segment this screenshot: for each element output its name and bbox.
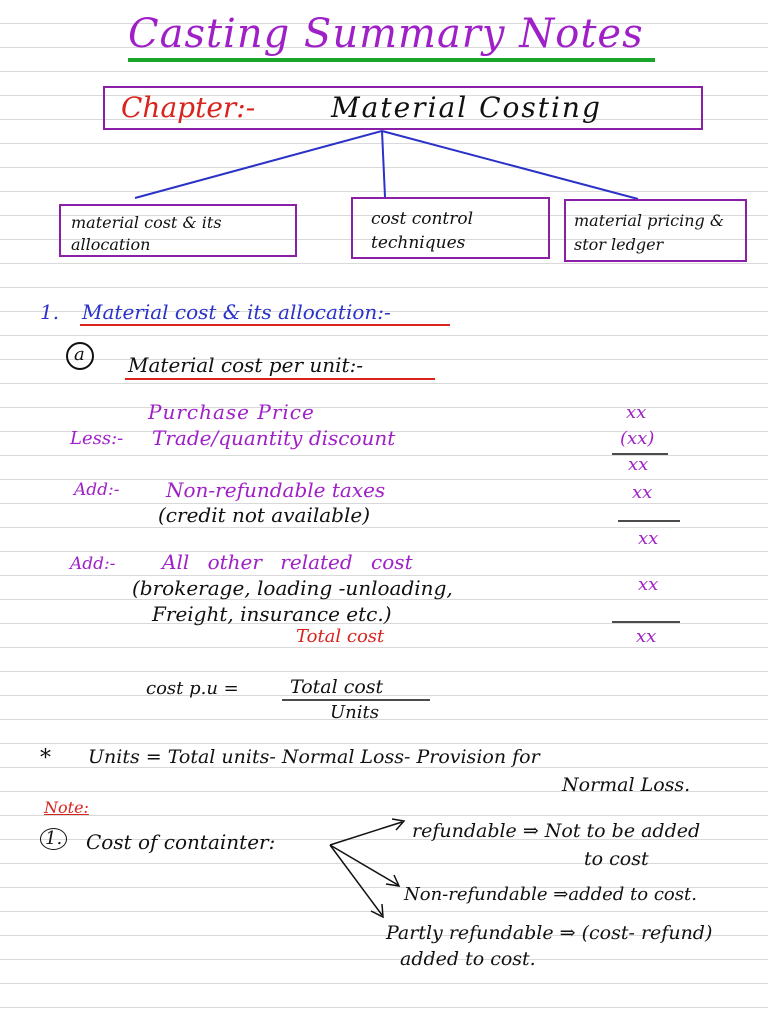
chapter-label: Chapter:- [121, 91, 256, 124]
trade-discount: Trade/quantity discount [152, 426, 396, 450]
other-cost: All other related cost [162, 550, 413, 574]
less-label: Less:- [70, 428, 124, 449]
amount-subtotal-1: xx [628, 454, 649, 475]
amount-purchase: xx [626, 402, 647, 423]
nonref-taxes: Non-refundable taxes [166, 478, 386, 502]
amount-subtotal-2: xx [638, 528, 659, 549]
connector-right [382, 131, 638, 199]
branch-label-3: material pricing & stor ledger [574, 211, 725, 254]
branch-box-3 [564, 199, 747, 262]
units-text: Units = Total units- Normal Loss- Provision for [88, 746, 540, 768]
branch-box-1 [59, 204, 297, 257]
formula-lhs: cost p.u = [146, 678, 239, 699]
branch-label-1: material cost & its allocation [71, 213, 222, 254]
amount-discount: (xx) [620, 428, 655, 449]
amount-taxes: xx [632, 482, 653, 503]
amount-total: xx [636, 626, 657, 647]
chapter-name: Material Costing [331, 91, 602, 124]
formula-numerator: Total cost [290, 676, 384, 698]
units-star: * [40, 746, 51, 771]
page-title: Casting Summary Notes [128, 11, 644, 57]
note-refundable-2: to cost [584, 848, 649, 870]
credit-note: (credit not available) [158, 503, 371, 527]
arrow-nonrefundable [330, 845, 398, 885]
section-heading: Material cost & its allocation:- [82, 300, 391, 324]
note-item-number: 1. [40, 828, 67, 850]
note-partly: Partly refundable ⇒ (cost- refund) [386, 922, 713, 944]
connector-middle [382, 131, 385, 197]
note-nonrefundable: Non-refundable ⇒added to cost. [404, 884, 697, 905]
note-item: Cost of containter: [86, 830, 276, 854]
add2-label: Add:- [70, 554, 116, 574]
arrow-refundable [330, 822, 402, 845]
amount-other: xx [638, 574, 659, 595]
chapter-box [103, 86, 703, 130]
subsection-marker: a [74, 344, 85, 365]
other-detail-2: Freight, insurance etc.) [152, 602, 392, 626]
arrow-partly [330, 845, 382, 915]
note-label: Note: [44, 798, 89, 817]
section-number: 1. [40, 300, 60, 324]
note-partly-2: added to cost. [400, 948, 536, 970]
note-refundable: refundable ⇒ Not to be added [412, 820, 701, 842]
units-text-2: Normal Loss. [562, 774, 691, 796]
formula-denominator: Units [330, 702, 379, 723]
branch-box-2 [351, 197, 550, 259]
connector-left [135, 131, 382, 198]
other-detail-1: (brokerage, loading -unloading, [132, 576, 453, 600]
subsection-heading: Material cost per unit:- [128, 353, 364, 377]
total-cost-label: Total cost [296, 626, 385, 647]
branch-label-2: cost control techniques [371, 209, 474, 253]
add1-label: Add:- [74, 480, 120, 500]
purchase-price: Purchase Price [148, 400, 315, 424]
